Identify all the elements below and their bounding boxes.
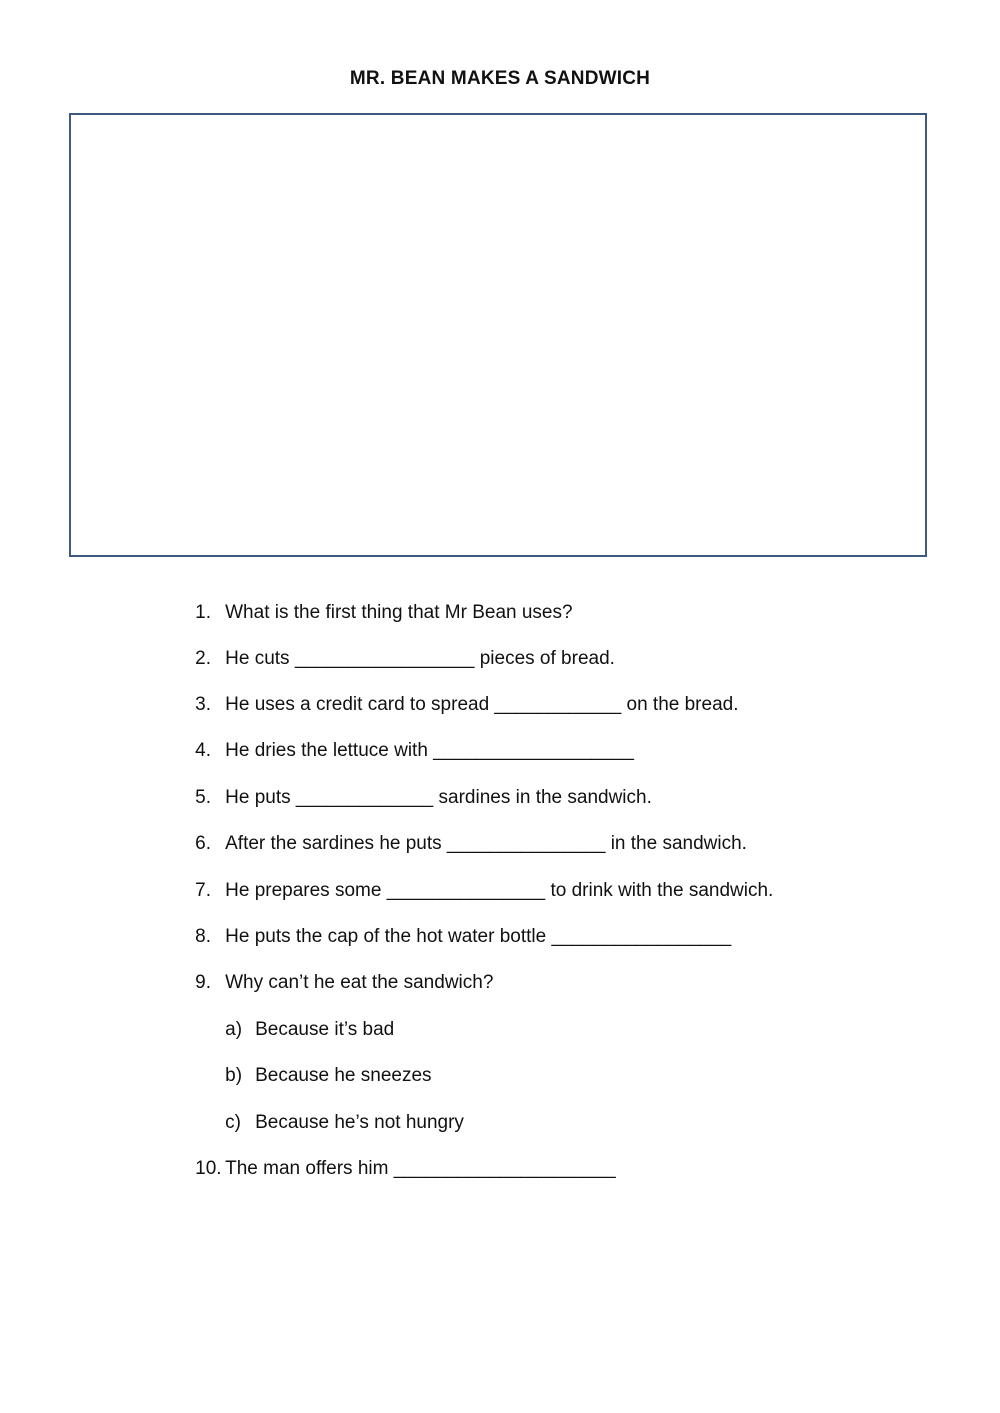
worksheet-title: MR. BEAN MAKES A SANDWICH [349, 68, 651, 89]
question-text: He puts _____________ sardines in the sandwich. [225, 787, 652, 808]
option-letter: b) [225, 1065, 243, 1086]
option-text: Because he sneezes [255, 1065, 432, 1086]
option-text: Because it’s bad [255, 1019, 395, 1040]
question-number: 2. [195, 648, 211, 669]
video-frame[interactable] [69, 113, 927, 557]
question-text: He cuts _________________ pieces of bread. [225, 648, 615, 669]
question-number: 1. [195, 602, 211, 623]
question-text: Why can’t he eat the sandwich? [225, 972, 494, 993]
option-letter: c) [225, 1112, 241, 1133]
question-text: The man offers him _____________________ [225, 1158, 616, 1179]
question-number: 4. [195, 740, 211, 761]
question-number: 10. [195, 1158, 222, 1179]
option-letter: a) [225, 1019, 243, 1040]
question-text: He puts the cap of the hot water bottle _________________ [225, 926, 732, 947]
question-text: He dries the lettuce with ___________________ [225, 740, 634, 761]
question-text: What is the first thing that Mr Bean uses? [225, 602, 573, 623]
question-number: 9. [195, 972, 211, 993]
question-text: He uses a credit card to spread ____________ on the bread. [225, 694, 739, 715]
question-number: 8. [195, 926, 211, 947]
question-text: He prepares some _______________ to drink with the sandwich. [225, 880, 774, 901]
question-10 [174, 1136, 616, 1202]
question-text: After the sardines he puts _______________ in the sandwich. [225, 833, 747, 854]
question-number: 6. [195, 833, 211, 854]
option-text: Because he’s not hungry [255, 1112, 464, 1133]
question-number: 7. [195, 880, 211, 901]
question-number: 5. [195, 787, 211, 808]
question-number: 3. [195, 694, 211, 715]
